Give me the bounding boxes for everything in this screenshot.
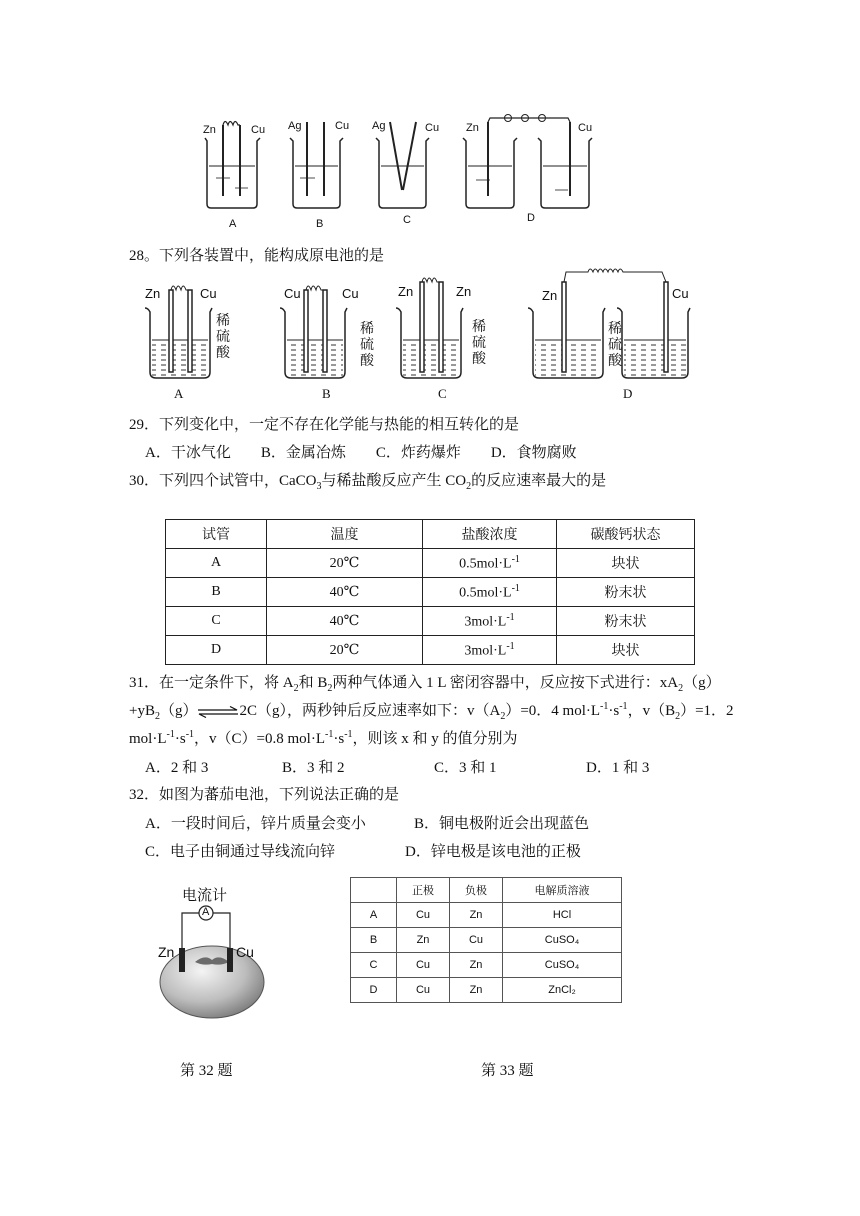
q28-c-right-electrode: Zn [456,284,472,299]
tomato-cu-label: Cu [236,944,254,960]
table-cell: B [166,578,267,607]
q33-table [350,877,622,1003]
table-cell: D [166,636,267,665]
q32-option-c: C．电子由铜通过导线流向锌 [145,844,336,860]
q29-stem: 29．下列变化中，一定不存在化学能与热能的相互转化的是 [129,417,520,433]
q32-stem: 32．如图为蕃茄电池，下列说法正确的是 [129,787,400,803]
q32-option-d: D．锌电极是该电池的正极 [405,844,581,860]
table-cell: HCl [503,903,622,928]
q31-option-b: B．3 和 2 [282,760,345,776]
table-row [166,578,695,607]
q28-b-left-electrode: Cu [284,286,301,301]
table-header-cell [351,878,397,903]
top-beaker-c [376,122,429,208]
ammeter-label: 电流计 [182,886,228,904]
ammeter-symbol: A [202,906,210,918]
table-cell: 块状 [557,549,695,578]
top-a-label: A [229,218,237,230]
q28-a-acid: 稀硫酸 [216,312,230,360]
table-cell: $3mol\cdot L^{-1}$ [423,636,557,665]
q28-c-left-electrode: Zn [398,284,414,299]
q31-line-2: $+yB_2(g)$ 2C（g），两秒钟后反应速率如下：$v(A_2)=0$．4 $mol\cdot L^{-1}\cdot s^{-1}$，$v(B_2)=1$．2 [129,701,734,722]
table-header-cell: 负极 [450,878,503,903]
table-header-cell: 温度 [267,520,423,549]
table-cell: Zn [450,978,503,1003]
q33-caption: 第 33 题 [481,1063,534,1079]
table-row [351,953,622,978]
q28-a-right-electrode: Cu [200,286,217,301]
table-cell: 粉末状 [557,578,695,607]
q28-c-acid: 稀硫酸 [472,318,486,366]
top-b-left-electrode: Ag [288,120,302,132]
table-cell: Cu [397,903,450,928]
equilibrium-arrow-icon [197,706,239,718]
table-cell: 20℃ [267,549,423,578]
table-cell: A [166,549,267,578]
table-cell: 20℃ [267,636,423,665]
top-beaker-d [463,115,592,209]
table-cell: C [351,953,397,978]
top-c-label: C [403,214,411,226]
table-header-cell: 电解质溶液 [503,878,622,903]
table-cell: B [351,928,397,953]
q28-a-label: A [174,386,184,401]
top-d-right-electrode: Cu [578,122,593,134]
table-cell: 40℃ [267,607,423,636]
table-row [166,636,695,665]
q28-b-label: B [322,386,331,401]
top-b-right-electrode: Cu [335,120,350,132]
table-header-row [351,878,622,903]
table-cell: CuSO₄ [503,928,622,953]
table-cell: 粉末状 [557,607,695,636]
table-row [166,607,695,636]
table-cell: $0.5mol\cdot L^{-1}$ [423,578,557,607]
q31-line-1: 31．在一定条件下，将 $A_2$和 $B_2$两种气体通入 1 L 密闭容器中，反应按下式进行：$xA_2(g)$ [129,675,721,694]
q32-caption: 第 32 题 [180,1063,233,1079]
table-cell: A [351,903,397,928]
top-a-right-electrode: Cu [251,124,266,136]
table-cell: $3mol\cdot L^{-1}$ [423,607,557,636]
q31-line-3: $mol\cdot L^{-1}\cdot s^{-1}$，v（C）=0.8 $mol\cdot L^{-1}\cdot s^{-1}$，则该 x 和 y 的值分别为 [129,729,518,747]
q32-option-a: A．一段时间后，锌片质量会变小 [145,816,366,832]
q28-d-label: D [623,386,633,401]
table-header-row [166,520,695,549]
table-cell: CuSO₄ [503,953,622,978]
top-b-label: B [316,218,324,230]
q28-c-label: C [438,386,447,401]
q28-d-acid: 稀硫酸 [608,320,622,368]
q28-d-left-electrode: Zn [542,288,558,303]
table-header-cell: 正极 [397,878,450,903]
table-row [351,903,622,928]
table-cell: Zn [397,928,450,953]
table-cell: Cu [450,928,503,953]
table-row [166,549,695,578]
q29-options: A．干冰气化 B．金属冶炼 C．炸药爆炸 D．食物腐败 [145,445,577,461]
table-cell: Zn [450,953,503,978]
table-row [351,978,622,1003]
q30-stem: 30．下列四个试管中，CaCO$_3$与稀盐酸反应产生 $CO_2$的反应速率最大的是 [129,473,607,492]
q28-b-acid: 稀硫酸 [360,320,374,368]
table-cell: Cu [397,953,450,978]
q30-table [165,519,695,665]
top-a-left-electrode: Zn [203,124,216,136]
top-c-left-electrode: Ag [372,120,386,132]
q31-option-c: C．3 和 1 [434,760,497,776]
q28-b-right-electrode: Cu [342,286,359,301]
table-header-cell: 试管 [166,520,267,549]
top-d-left-electrode: Zn [466,122,479,134]
top-c-right-electrode: Cu [425,122,440,134]
q31-option-d: D．1 和 3 [586,760,650,776]
top-beaker-b [290,122,343,208]
table-cell: C [166,607,267,636]
table-header-cell: 碳酸钙状态 [557,520,695,549]
table-cell: 块状 [557,636,695,665]
table-cell: $0.5mol\cdot L^{-1}$ [423,549,557,578]
table-row [351,928,622,953]
q28-d-right-electrode: Cu [672,286,689,301]
table-cell: 40℃ [267,578,423,607]
tomato-zn-label: Zn [158,944,175,960]
top-d-label: D [527,212,535,224]
table-cell: Zn [450,903,503,928]
q28-a-left-electrode: Zn [145,286,161,301]
q32-option-b: B．铜电极附近会出现蓝色 [414,816,590,832]
q28-stem: 28。下列各装置中，能构成原电池的是 [129,248,385,264]
table-cell: D [351,978,397,1003]
table-header-cell: 盐酸浓度 [423,520,557,549]
table-cell: ZnCl₂ [503,978,622,1003]
q31-option-a: A．2 和 3 [145,760,209,776]
table-cell: Cu [397,978,450,1003]
